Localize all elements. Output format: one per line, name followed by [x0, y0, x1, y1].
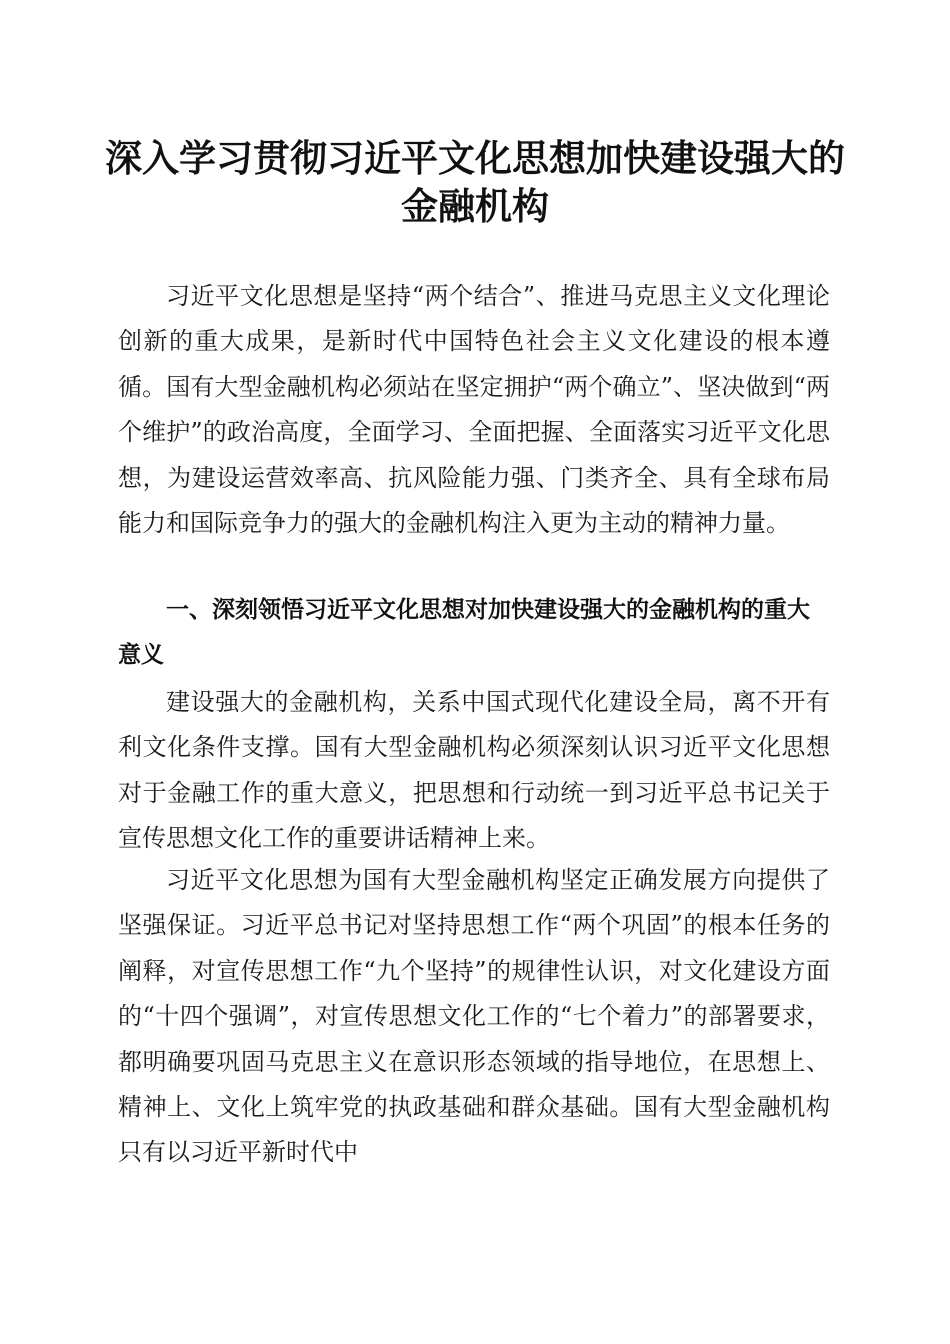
section-heading-1: 一、深刻领悟习近平文化思想对加快建设强大的金融机构的重大意义 — [118, 597, 810, 669]
paragraph-section1-first: 建设强大的金融机构，关系中国式现代化建设全局，离不开有利文化条件支撑。国有大型金融机构必须深刻认识习近平文化思想对于金融工作的重大意义，把思想和行动统一到习近平总书记关于宣传思想文化工作的重要讲话精神上来。 — [118, 688, 830, 853]
document-title-line-2: 金融机构 — [401, 184, 549, 228]
paragraph-section1-second: 习近平文化思想为国有大型金融机构坚定正确发展方向提供了坚强保证。习近平总书记对坚持思想工作“两个巩固”的根本任务的阐释，对宣传思想工作“九个坚持”的规律性认识，对文化建设方面的“十四个强调”，对宣传思想文化工作的“七个着力”的部署要求，都明确要巩固马克思主义在意识形态领域的指导地位，在思想上、精神上、文化上筑牢党的执政基础和群众基础。国有大型金融机构只有以习近平新时代中 — [118, 866, 830, 1167]
document-title-line-1: 深入学习贯彻习近平文化思想加快建设强大的 — [105, 136, 845, 180]
paragraph-intro: 习近平文化思想是坚持“两个结合”、推进马克思主义文化理论创新的重大成果，是新时代中国特色社会主义文化建设的根本遵循。国有大型金融机构必须站在坚定拥护“两个确立”、坚决做到“两个维护”的政治高度，全面学习、全面把握、全面落实习近平文化思想，为建设运营效率高、抗风险能力强、门类齐全、具有全球布局能力和国际竞争力的强大的金融机构注入更为主动的精神力量。 — [118, 282, 830, 538]
